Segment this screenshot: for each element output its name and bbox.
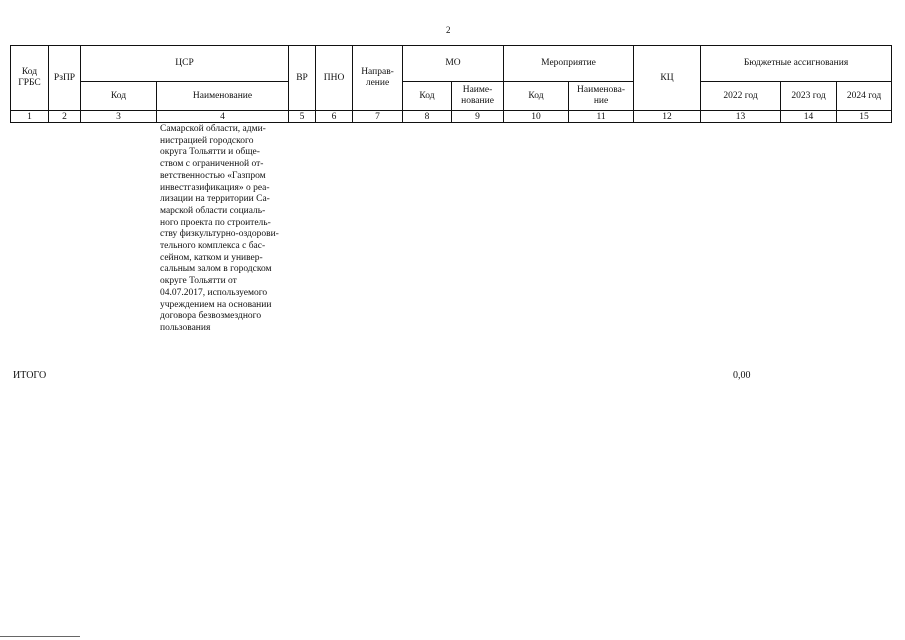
header-meropriyatie: Мероприятие [504,46,634,82]
header-pno: ПНО [316,46,353,111]
header-row-2 [11,82,892,111]
column-number: 11 [569,111,634,123]
description-line: ного проекта по строитель- [160,217,271,228]
column-number: 9 [452,111,504,123]
header-csr-kod: Код [81,82,157,111]
header-mer-kod: Код [504,82,569,111]
column-number: 2 [49,111,81,123]
column-number-row [11,111,892,123]
header-year-2023: 2023 год [781,82,837,111]
column-number: 1 [11,111,49,123]
description-line: нистрацией городского [160,135,254,146]
header-napravlenie: Направ-ление [353,46,403,111]
description-line: округе Тольятти от [160,276,237,287]
header-vr: ВР [289,46,316,111]
description-line: ством с ограниченной от- [160,159,264,170]
column-number: 10 [504,111,569,123]
column-number: 6 [316,111,353,123]
page-number: 2 [446,25,451,35]
description-line: Самарской области, адми- [160,124,266,134]
total-label: ИТОГО [13,370,47,381]
csr-description [160,124,286,335]
column-number: 8 [403,111,452,123]
budget-table [10,45,892,123]
header-csr-name: Наименование [157,82,289,111]
header-mo: МО [403,46,504,82]
description-line: сальным залом в городском [160,264,272,275]
header-csr: ЦСР [81,46,289,82]
description-line: 04.07.2017, используемого [160,287,268,298]
header-kod-grbs: Код ГРБС [11,46,49,111]
column-number: 7 [353,111,403,123]
description-line: ству физкультурно-оздорови- [160,229,279,240]
column-number: 5 [289,111,316,123]
header-mo-kod: Код [403,82,452,111]
header-mer-name: Наименова-ние [569,82,634,111]
description-line: договора безвозмездного [160,311,262,322]
header-year-2022: 2022 год [701,82,781,111]
column-number: 12 [634,111,701,123]
column-number: 13 [701,111,781,123]
column-number: 14 [781,111,837,123]
description-line: округа Тольятти и обще- [160,147,260,158]
description-line: пользования [160,322,211,333]
bottom-rule [0,636,80,637]
column-number: 15 [837,111,892,123]
description-line: тельного комплекса с бас- [160,241,266,252]
header-mo-name: Наиме-нование [452,82,504,111]
header-kc: КЦ [634,46,701,111]
header-rzpr: РзПР [49,46,81,111]
header-row-1 [11,46,892,82]
description-line: лизации на территории Са- [160,194,270,205]
description-line: инвестгазификация» о реа- [160,182,270,193]
description-line: сейном, катком и универ- [160,252,263,263]
column-number: 4 [157,111,289,123]
header-year-2024: 2024 год [837,82,892,111]
column-number: 3 [81,111,157,123]
header-budget: Бюджетные ассигнования [701,46,892,82]
description-line: ветственностью «Газпром [160,170,266,181]
description-line: учреждением на основании [160,299,272,310]
total-value: 0,00 [733,370,751,381]
description-line: марской области социаль- [160,205,266,216]
